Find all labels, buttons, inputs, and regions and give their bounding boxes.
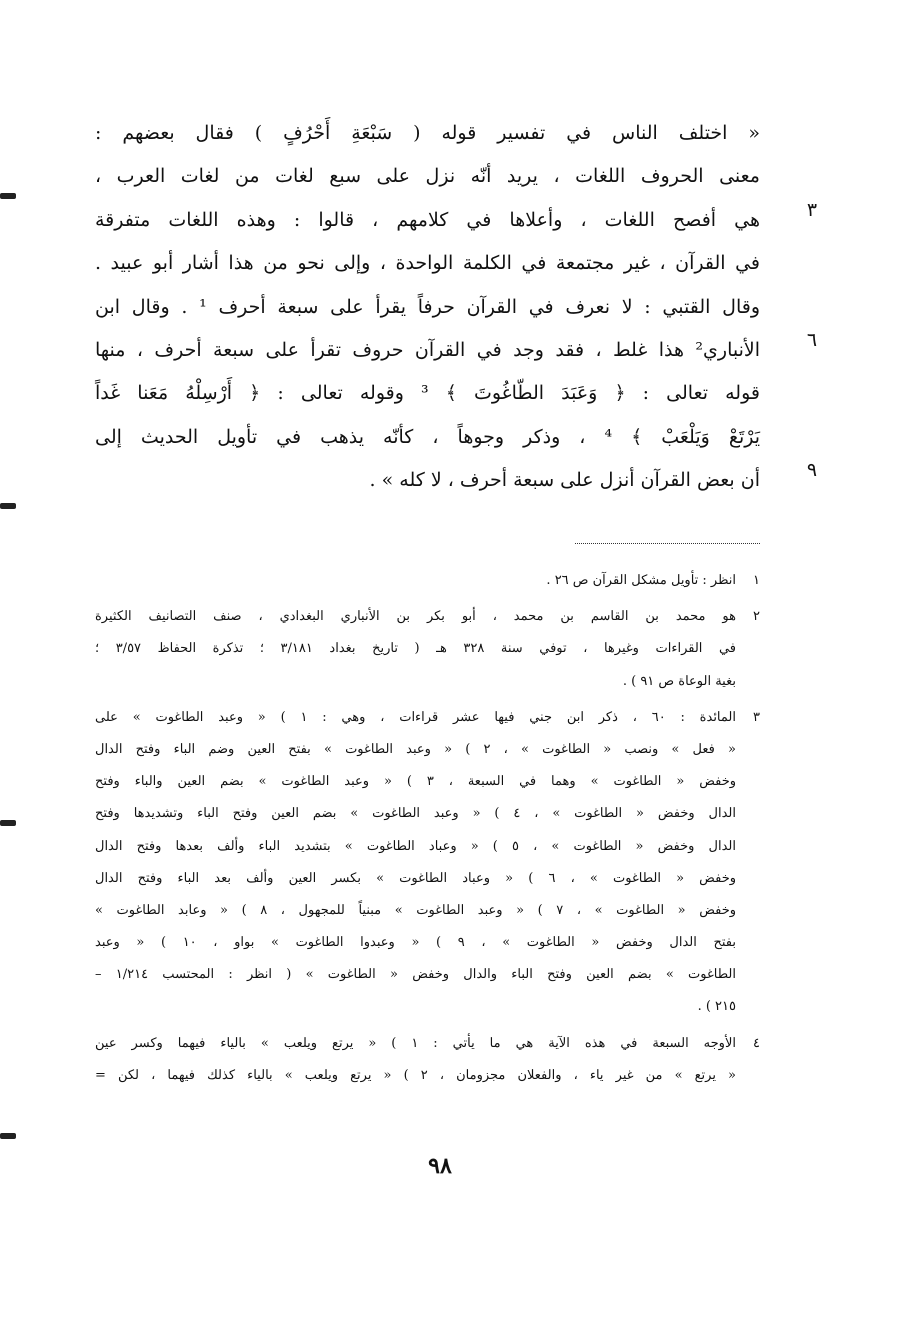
footnote-line: وخفض « الطاغوت » وهما في السبعة ، ٣ ) « وعبد الطاغوت » بضم العين والباء وفتح	[95, 774, 737, 790]
footnote-line: هو محمد بن القاسم بن محمد ، أبو بكر بن الأنباري البغدادي ، صنف التصانيف الكثيرة	[95, 609, 736, 625]
main-text-line: وقال القتبي : لا نعرف في القرآن حرفاً يقرأ على سبعة أحرف ¹ . وقال ابن	[95, 295, 760, 318]
main-text-line: يَرْتَعْ وَيَلْعَبْ ﴾ ⁴ ، وذكر وجوهاً ، كأنّه يذهب في تأويل الحديث إلى	[95, 425, 761, 448]
footnote-line: وخفض « الطاغوت » ، ٦ ) « وعباد الطاغوت » بكسر العين وألف بعد الباء وفتح الدال	[95, 870, 737, 886]
line-number: ٩	[806, 459, 818, 481]
line-number: ٦	[806, 329, 818, 351]
footnote-line: في القراءات وغيرها ، توفي سنة ٣٢٨ هـ ( تاريخ بغداد ٣/١٨١ ؛ تذكرة الحفاظ ٣/٥٧ ؛	[95, 641, 737, 657]
footnote-number: ٢	[753, 609, 760, 625]
main-text-line: هي أفصح اللغات ، وأعلاها في كلامهم ، قالوا : وهذه اللغات متفرقة	[95, 208, 760, 231]
footnote-line: الدال وخفض « الطاغوت » ، ٥ ) « وعباد الطاغوت » بتشديد الباء وألف بعدها وفتح الدال	[95, 838, 736, 854]
footnote-separator	[575, 543, 760, 544]
scan-margin-mark	[0, 193, 16, 199]
footnote-line: الدال وخفض « الطاغوت » ، ٤ ) « وعبد الطاغوت » بضم العين وفتح الباء وتشديدها وفتح	[95, 806, 736, 822]
scan-margin-mark	[0, 1133, 16, 1139]
main-text-line: أن بعض القرآن أنزل على سبعة أحرف ، لا كله » .	[369, 469, 760, 492]
footnote-line: ٢١٥ ) .	[697, 999, 736, 1015]
footnote-line: بغية الوعاة ص ٩١ ) .	[622, 673, 736, 689]
footnote-number: ١	[753, 573, 760, 588]
scan-margin-mark	[0, 503, 16, 509]
main-text-line: قوله تعالى : ﴿ وَعَبَدَ الطّاغُوتَ ﴾ ³ وقوله تعالى : ﴿ أَرْسِلْهُ مَعَنا غَداً	[95, 382, 760, 405]
main-text	[95, 112, 760, 503]
footnote-line: وخفض « الطاغوت » ، ٧ ) « وعبد الطاغوت » مبنياً للمجهول ، ٨ ) « وعابد الطاغوت »	[95, 902, 737, 918]
scan-margin-mark	[0, 820, 16, 826]
footnote	[95, 565, 760, 597]
main-text-line: في القرآن ، غير مجتمعة في الكلمة الواحدة ، وإلى نحو من هذا أشار أبو عبيد .	[95, 252, 760, 275]
footnote-line: المائدة : ٦٠ ، ذكر ابن جني فيها عشر قراءات ، وهي : ١ ) « وعبد الطاغوت » على	[95, 709, 736, 725]
footnote	[95, 601, 760, 698]
main-text-line: « اختلف الناس في تفسير قوله ( سَبْعَةِ أَحْرُفٍ ) فقال بعضهم :	[95, 122, 760, 144]
footnote-line: الأوجه السبعة في هذه الآية هي ما يأتي : ١ ) « يرتع ويلعب » بالياء فيهما وكسر عين	[95, 1035, 736, 1051]
footnote-line: انظر : تأويل مشكل القرآن ص ٢٦ .	[546, 573, 736, 588]
footnote-line: « فعل » ونصب « الطاغوت » ، ٢ ) « وعبد الطاغوت » بفتح العين وضم الباء وفتح الدال	[95, 741, 736, 757]
footnotes	[95, 565, 760, 1092]
footnote	[95, 1028, 760, 1092]
footnote-line: « يرتع » من غير ياء ، والفعلان مجزومان ، ٢ ) « يرتع ويلعب » بالياء كذلك فيهما ، لكن =	[95, 1067, 736, 1083]
footnote-number: ٤	[753, 1035, 760, 1051]
page-number: ٩٨	[428, 1153, 452, 1179]
footnote-line: بفتح الدال وخفض « الطاغوت » ، ٩ ) « وعبدوا الطاغوت » بواو ، ١٠ ) « وعبد	[95, 935, 736, 951]
line-number: ٣	[806, 199, 818, 221]
footnote	[95, 702, 760, 1024]
footnote-line: الطاغوت » بضم العين وفتح الباء والدال وخفض « الطاغوت » ( انظر : المحتسب ١/٢١٤ –	[95, 967, 736, 983]
main-text-line: معنى الحروف اللغات ، يريد أنّه نزل على سبع لغات من لغات العرب ،	[95, 165, 760, 188]
main-text-line: الأنباري² هذا غلط ، فقد وجد في القرآن حروف تقرأ على سبعة أحرف ، منها	[95, 338, 760, 361]
footnote-number: ٣	[753, 709, 760, 725]
